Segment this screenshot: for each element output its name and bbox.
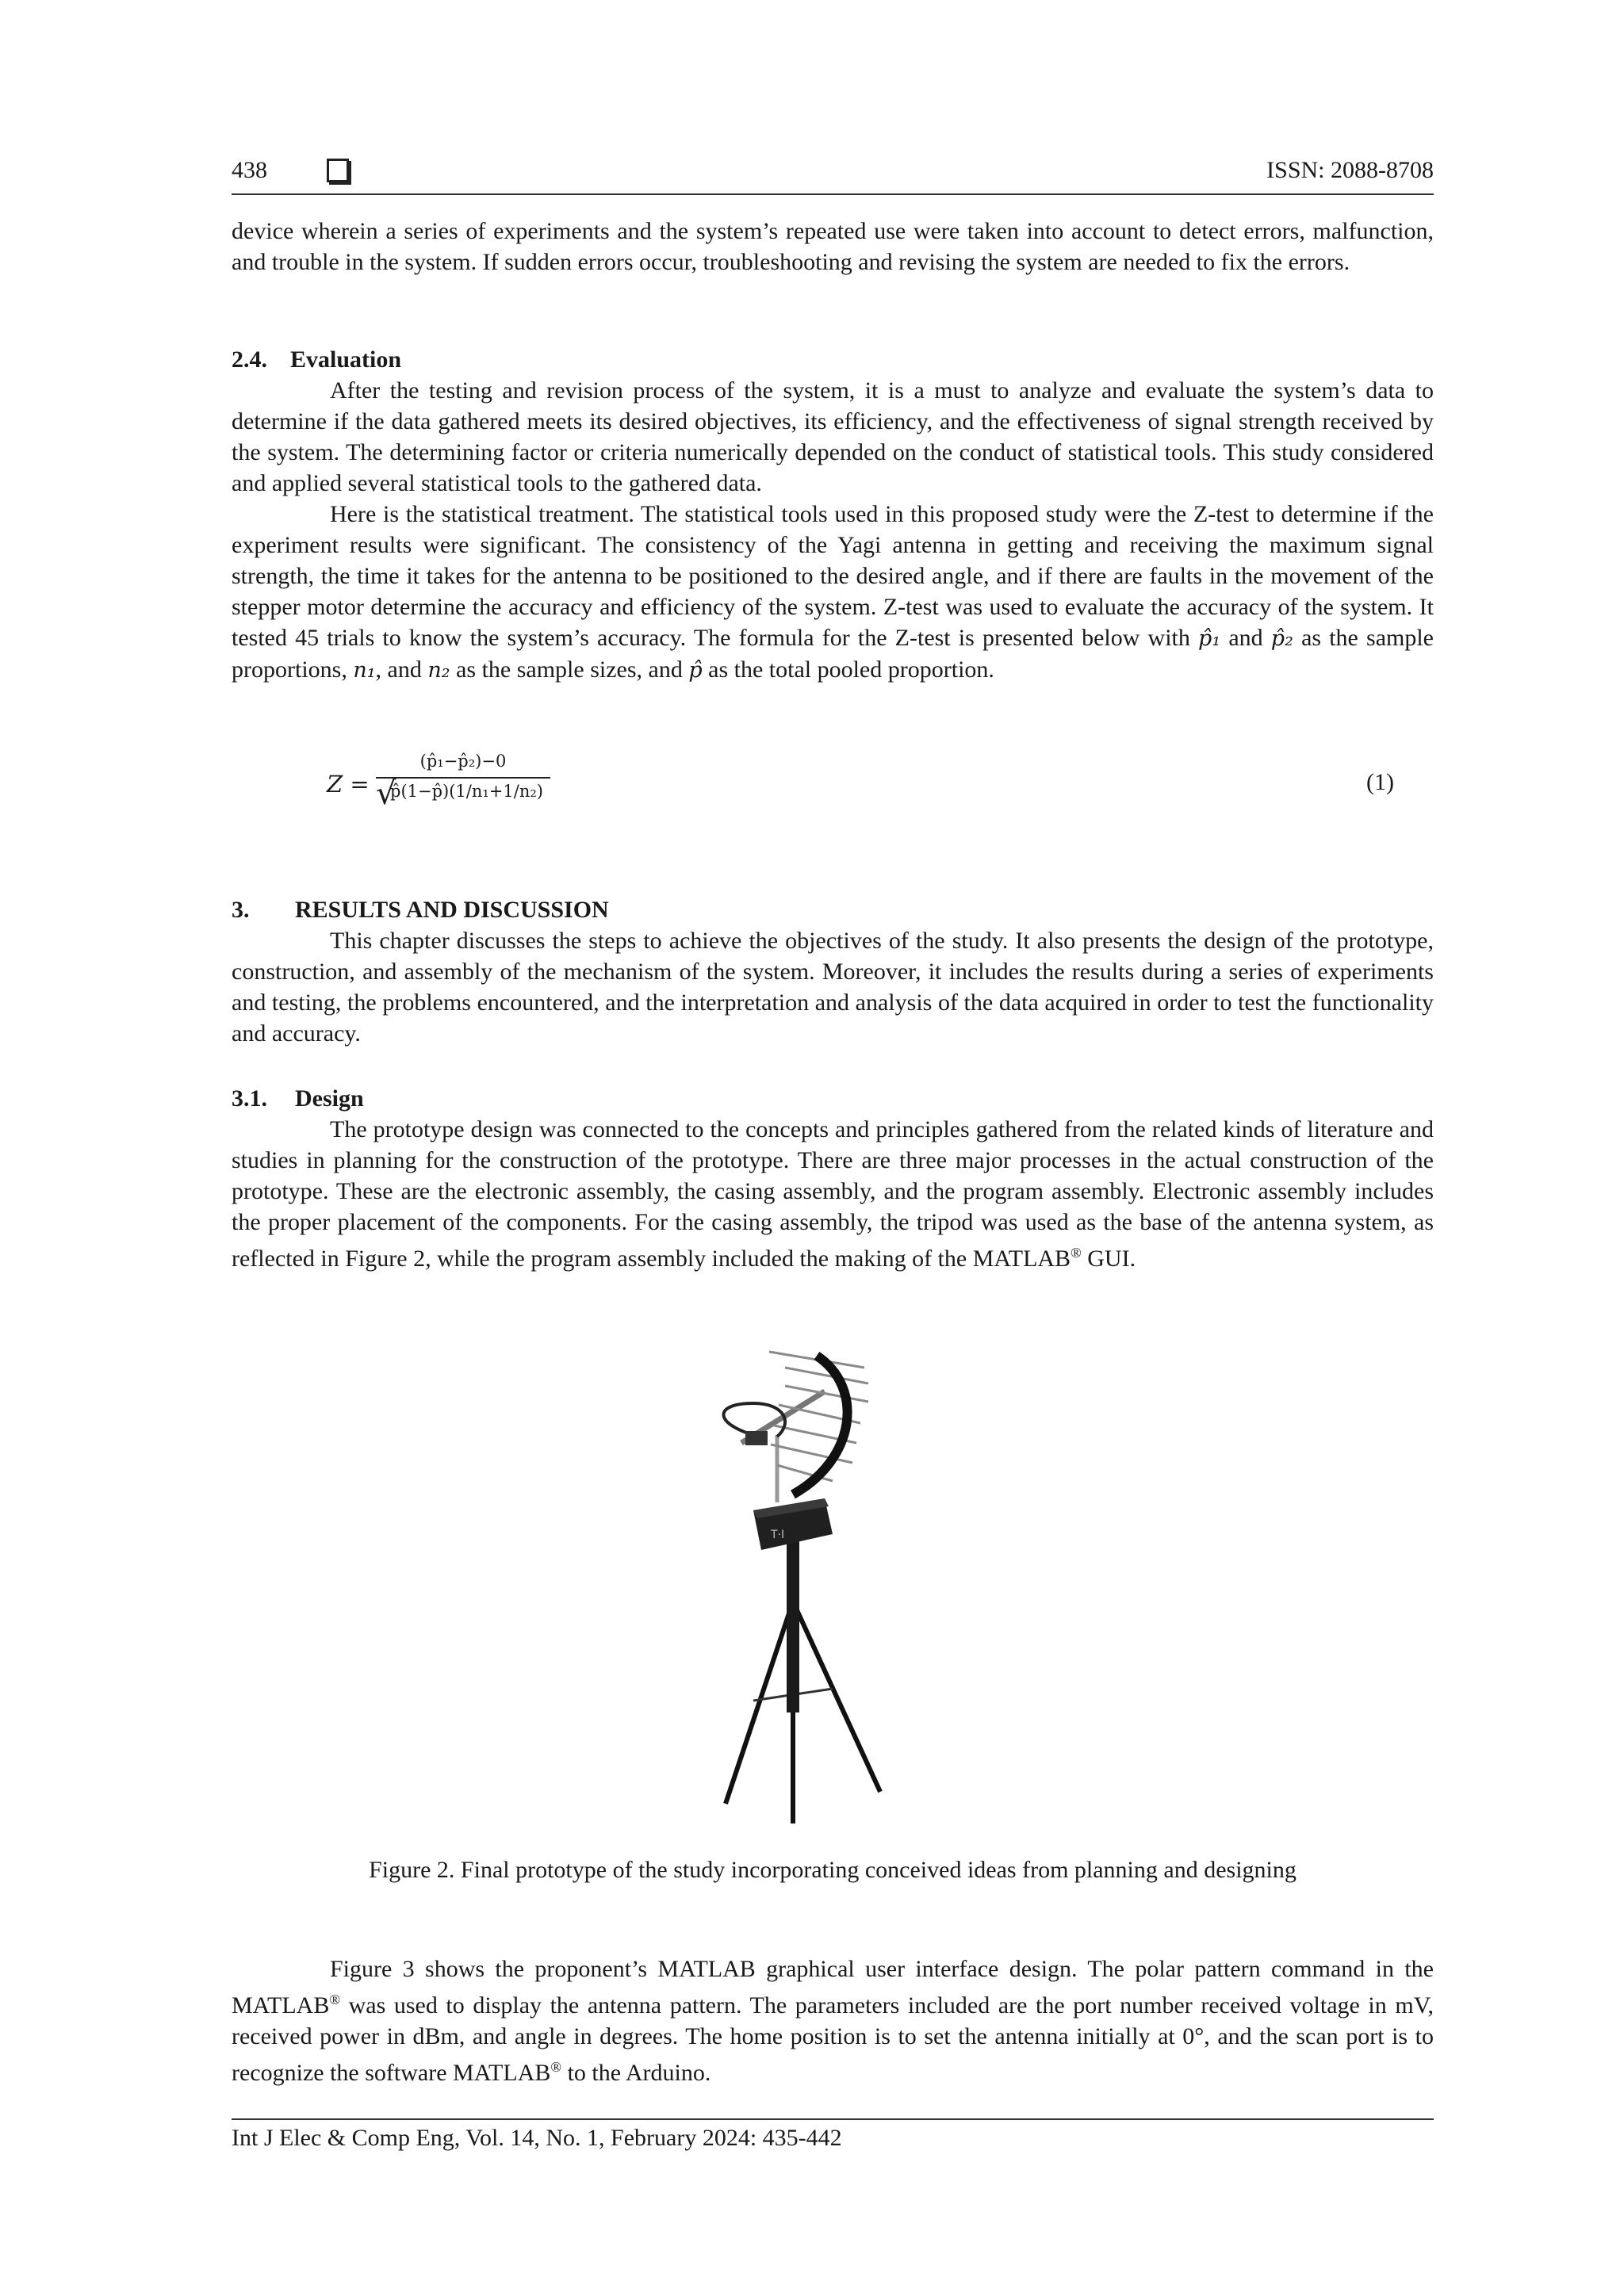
checkbox-square-icon xyxy=(327,159,349,182)
equation-number: (1) xyxy=(1366,769,1394,795)
variable-p1-hat: p̂₁ xyxy=(1198,626,1221,651)
tripod-mast xyxy=(787,1538,799,1712)
section-3-heading xyxy=(232,894,1434,925)
section-number: 2.4. xyxy=(232,346,267,373)
closing-block xyxy=(232,1954,1434,2088)
section-3-1 xyxy=(232,1083,1434,1274)
tripod-leg-right xyxy=(793,1601,880,1792)
sqrt-icon: √ xyxy=(376,775,396,812)
intro-paragraph: device wherein a series of experiments and the system’s repeated use were taken into account to detect errors, malfunction, and trouble in the system. If sudden errors occur, troubleshooting and revising the system are needed to fix the errors. xyxy=(232,218,1434,275)
variable-p-hat: p̂ xyxy=(688,658,703,683)
section-3 xyxy=(232,894,1434,1049)
section-title: RESULTS AND DISCUSSION xyxy=(295,897,609,923)
section-number: 3.1. xyxy=(232,1085,267,1112)
variable-n2: n₂ xyxy=(427,658,450,683)
design-paragraph: The prototype design was connected to the concepts and principles gathered from the related kinds of literature and studies in planning for the construction of the prototype. There are three major processes in the actual construction of the prototype. These are the electronic assembly, the casing assembly, and the program assembly. Electronic assembly includes the proper placement of the components. For the casing assembly, the tripod was used as the base of the antenna system, as reflected in Figure 2, while the program assembly included the making of the MATLAB® GUI. xyxy=(232,1116,1434,1272)
evaluation-paragraph-1: After the testing and revision process of the system, it is a must to analyze and evaluate the system’s data to determine if the data gathered meets its desired objectives, its efficiency, and the effectiveness of signal strength received by the system. The determining factor or criteria numerically depended on the conduct of statistical tools. This study considered and applied several statistical tools to the gathered data. xyxy=(232,377,1434,496)
z-test-equation xyxy=(327,747,1434,842)
tripod-leg-left xyxy=(726,1601,793,1804)
section-2-4-heading xyxy=(232,344,1434,375)
section-3-1-heading xyxy=(232,1083,1434,1114)
equation-lhs: Z = xyxy=(327,771,370,798)
equation-fraction xyxy=(376,752,550,812)
equation-denominator: √ p̂(1−p̂)(1/n₁+1/n₂) xyxy=(376,775,543,812)
figure-2-caption: Figure 2. Final prototype of the study incorporating conceived ideas from planning and designing xyxy=(369,1857,1297,1883)
svg-text:T·I: T·I xyxy=(771,1529,785,1541)
antenna-connector xyxy=(745,1431,768,1445)
intro-block xyxy=(232,216,1434,277)
variable-p2-hat: p̂₂ xyxy=(1270,626,1293,651)
issn: ISSN: 2088-8708 xyxy=(1266,157,1434,183)
variable-n1: n₁ xyxy=(353,658,376,683)
closing-paragraph: Figure 3 shows the proponent’s MATLAB graphical user interface design. The polar pattern command in the MATLAB® was used to display the antenna pattern. The parameters included are the port number received voltage in mV, received power in dBm, and angle in degrees. The home position is to set the antenna initially at 0°, and the scan port is to recognize the software MATLAB® to the Arduino. xyxy=(232,1956,1434,2086)
results-paragraph: This chapter discusses the steps to achieve the objectives of the study. It also presents the design of the prototype, construction, and assembly of the mechanism of the system. Moreover, it includes the results during a series of experiments and testing, the problems encountered, and the interpretation and analysis of the data acquired in order to test the functionality and accuracy. xyxy=(232,928,1434,1047)
equation-numerator: (p̂₁−p̂₂)−0 xyxy=(376,752,550,779)
antenna-reflector xyxy=(793,1356,848,1494)
running-footer: Int J Elec & Comp Eng, Vol. 14, No. 1, February 2024: 435-442 xyxy=(232,2118,1434,2152)
section-2-4 xyxy=(232,344,1434,686)
page-number: 438 xyxy=(232,157,267,183)
running-header xyxy=(232,155,1434,195)
section-title: Design xyxy=(295,1085,364,1112)
section-number: 3. xyxy=(232,897,250,923)
figure-2-prototype-image xyxy=(698,1348,936,1831)
evaluation-paragraph-2: Here is the statistical treatment. The statistical tools used in this proposed study were the Z-test to determine if the experiment results were significant. The consistency of the Yagi antenna in getting and receiving the maximum signal strength, the time it takes for the antenna to be positioned to the desired angle, and if there are faults in the movement of the stepper motor determine the accuracy and efficiency of the system. Z-test was used to evaluate the accuracy of the system. It tested 45 trials to know the system’s accuracy. The formula for the Z-test is presented below with p̂₁ and p̂₂ as the sample proportions, n₁, and n₂ as the sample sizes, and p̂ as the total pooled proportion. xyxy=(232,501,1434,683)
section-title: Evaluation xyxy=(290,346,402,373)
